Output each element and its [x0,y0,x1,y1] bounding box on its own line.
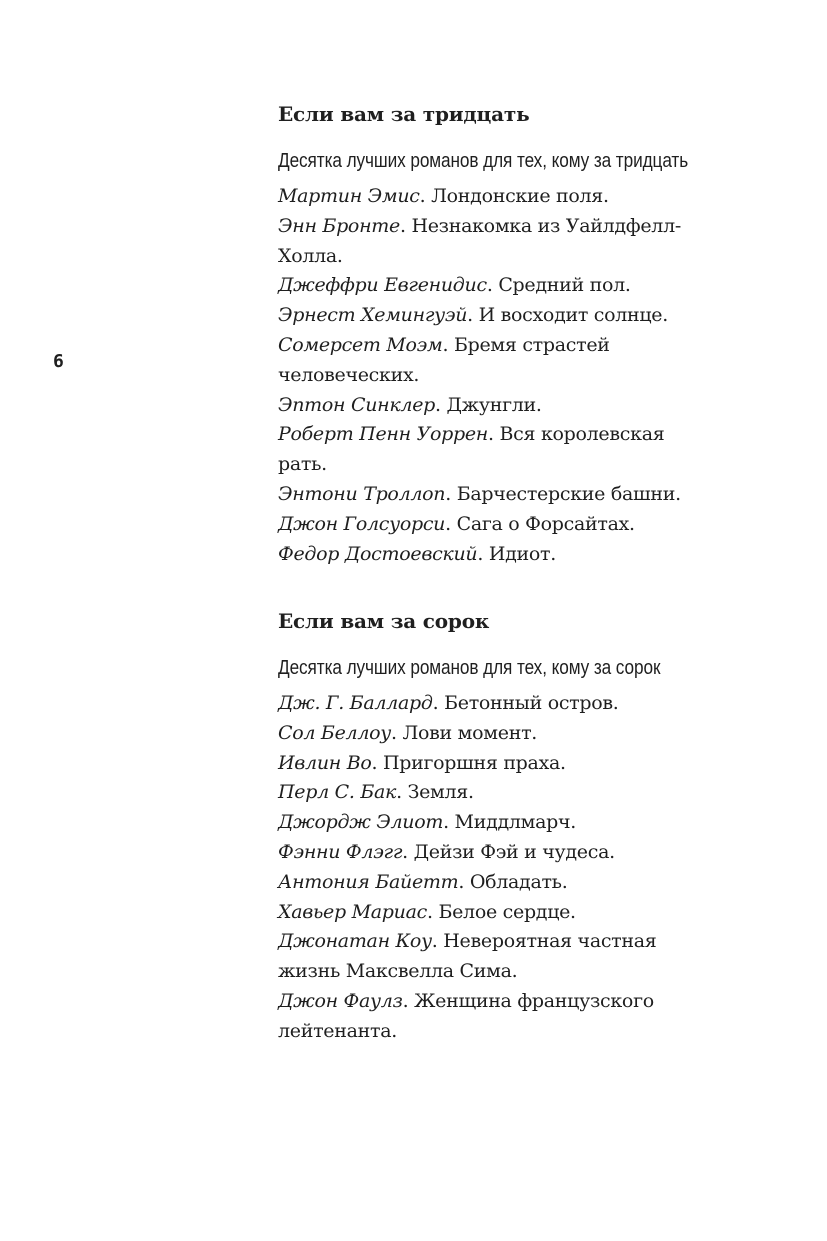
book-entry: Эрнест Хемингуэй. И восходит солнце. [278,304,668,327]
book-title: Барчестерские башни. [456,482,681,505]
book-title: Вся королевская рать. [278,423,665,476]
section-over-forty [278,606,798,1047]
book-entry: Джонатан Коу. Невероятная частная жизнь Максвелла Сима. [278,930,657,983]
book-entry: Джеффри Евгенидис. Средний пол. [278,274,631,297]
book-title: Невероятная частная жизнь Максвелла Сима. [278,930,657,983]
book-entry: Эптон Синклер. Джунгли. [278,393,542,416]
book-author: Федор Достоевский [278,542,478,565]
book-entry: Сол Беллоу. Лови момент. [278,721,538,744]
book-entry: Фэнни Флэгг. Дейзи Фэй и чудеса. [278,840,615,863]
book-title: Миддлмарч. [454,811,577,834]
book-title: Идиот. [488,542,556,565]
book-title: Дейзи Фэй и чудеса. [413,840,615,863]
book-author: Энн Бронте [278,214,400,237]
book-title: Бетонный остров. [444,692,619,714]
book-entry: Федор Достоевский. Идиот. [278,542,556,565]
book-title: Обладать. [469,870,568,893]
book-author: Джон Голсуорси [278,512,446,535]
section-subheading: Десятка лучших романов для тех, кому за тридцать [278,150,689,172]
book-title: Джунгли. [446,393,542,416]
book-entry: Джордж Элиот. Миддлмарч. [278,811,577,834]
book-list [278,182,798,569]
section-heading: Если вам за сорок [278,609,490,633]
book-title: Незнакомка из Уайлдфелл-Холла. [278,214,681,267]
book-entry: Мартин Эмис. Лондонские поля. [278,185,609,207]
book-title: Бремя страстей человеческих. [278,333,610,386]
book-author: Ивлин Во [278,751,372,774]
book-title: И восходит солнце. [478,304,668,327]
book-entry: Энтони Троллоп. Барчестерские башни. [278,482,681,505]
section-heading: Если вам за тридцать [278,102,530,126]
book-list [278,689,798,1047]
book-entry: Джон Фаулз. Женщина французского лейтенанта. [278,989,654,1042]
book-author: Эрнест Хемингуэй [278,304,468,327]
book-title: Женщина французского лейтенанта. [278,989,654,1042]
book-title: Сага о Форсайтах. [456,512,635,535]
book-title: Средний пол. [498,274,631,297]
book-entry: Ивлин Во. Пригоршня праха. [278,751,566,774]
book-entry: Хавьер Мариас. Белое сердце. [278,900,576,923]
book-author: Энтони Троллоп [278,482,446,505]
book-author: Сомерсет Моэм [278,333,443,356]
book-author: Перл С. Бак [278,781,397,804]
page-number: 6 [53,351,64,372]
book-title: Белое сердце. [438,900,576,923]
book-entry: Джон Голсуорси. Сага о Форсайтах. [278,512,635,535]
section-over-thirty [278,99,798,569]
book-entry: Энн Бронте. Незнакомка из Уайлдфелл-Холла. [278,214,681,267]
book-title: Пригоршня праха. [383,751,566,774]
book-entry: Роберт Пенн Уоррен. Вся королевская рать. [278,423,665,476]
book-entry: Сомерсет Моэм. Бремя страстей человеческих. [278,333,610,386]
book-author: Эптон Синклер [278,393,436,416]
book-author: Джеффри Евгенидис [278,274,487,297]
book-author: Джонатан Коу [278,930,432,953]
book-title: Лови момент. [402,721,538,744]
book-author: Мартин Эмис [278,185,420,207]
book-author: Роберт Пенн Уоррен [278,423,489,446]
book-author: Хавьер Мариас [278,900,427,923]
book-title: Лондонские поля. [431,185,609,207]
book-author: Джордж Элиот [278,811,444,834]
book-author: Джон Фаулз [278,989,403,1012]
book-author: Дж. Г. Баллард [278,692,433,714]
book-title: Земля. [407,781,474,804]
book-entry: Перл С. Бак. Земля. [278,781,474,804]
book-author: Сол Беллоу [278,721,391,744]
book-entry: Антония Байетт. Обладать. [278,870,568,893]
book-author: Антония Байетт [278,870,459,893]
book-author: Фэнни Флэгг [278,840,403,863]
book-entry: Дж. Г. Баллард. Бетонный остров. [278,692,619,714]
section-subheading: Десятка лучших романов для тех, кому за сорок [278,657,661,679]
